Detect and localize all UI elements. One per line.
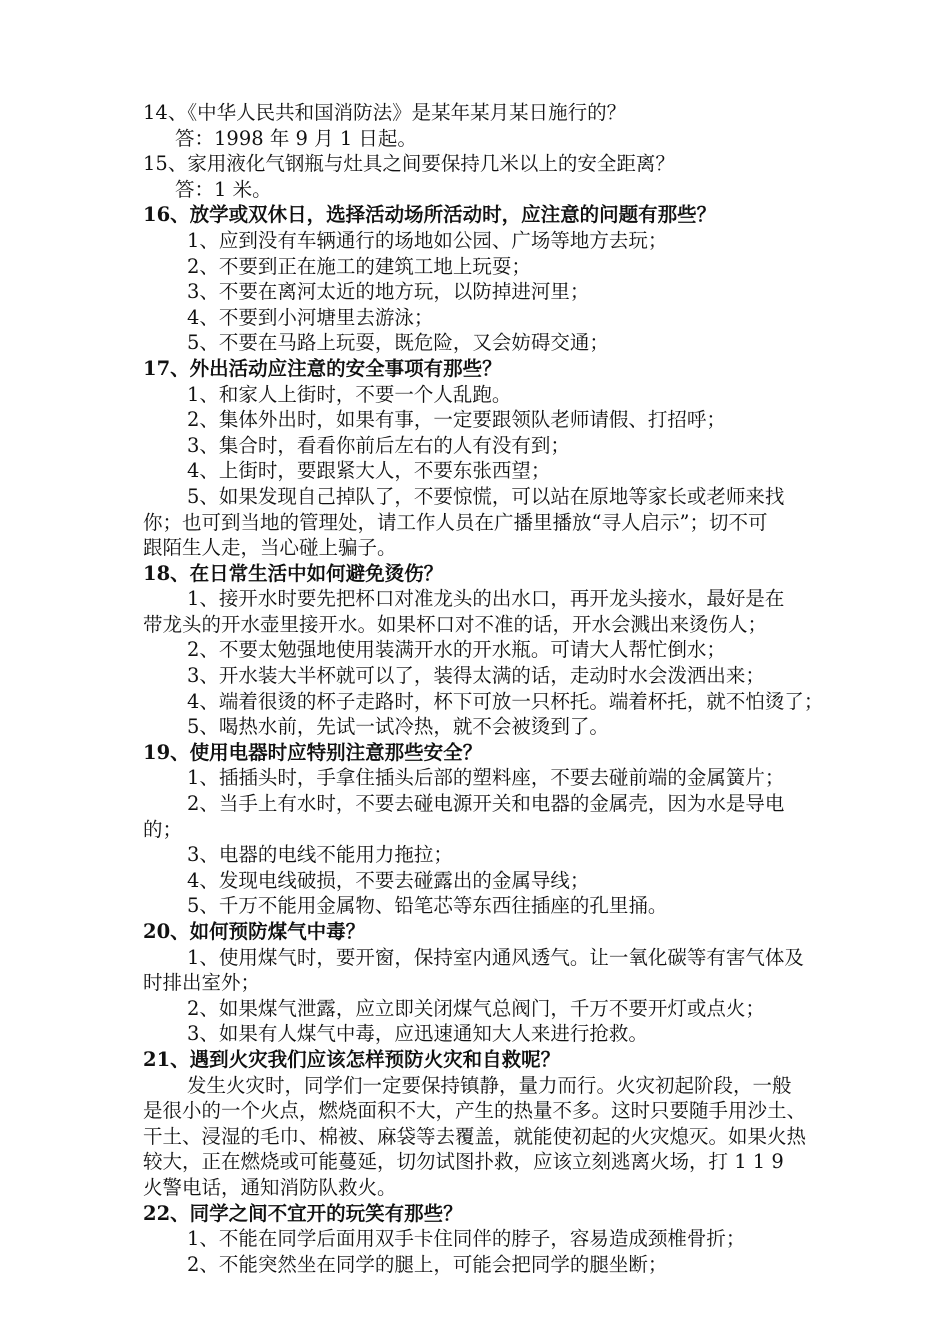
list-item: 4、上街时，要跟紧大人，不要东张西望； [187,459,551,483]
question-heading: 17、外出活动应注意的安全事项有那些？ [143,356,502,380]
list-item: 1、和家人上街时，不要一个人乱跑。 [187,382,512,406]
list-item: 5、不要在马路上玩耍，既危险，又会妨碍交通； [187,331,609,355]
list-item: 1、插插头时，手拿住插头后部的塑料座，不要去碰前端的金属簧片； [187,766,785,790]
list-item: 4、端着很烫的杯子走路时，杯下可放一只杯托。端着杯托，就不怕烫了； [187,689,824,713]
list-item: 2、如果煤气泄露，应立即关闭煤气总阀门，千万不要开灯或点火； [187,996,765,1020]
list-item: 5、如果发现自己掉队了，不要惊慌，可以站在原地等家长或老师来找 [187,484,785,508]
list-item: 5、千万不能用金属物、铅笔芯等东西往插座的孔里捅。 [187,894,668,918]
answer-line: 答：1998 年 9 月 1 日起。 [175,126,417,150]
list-item: 2、不要太勉强地使用装满开水的开水瓶。可请大人帮忙倒水； [187,638,726,662]
continuation-line: 干土、浸湿的毛巾、棉被、麻袋等去覆盖，就能使初起的火灾熄灭。如果火热 [143,1124,807,1148]
continuation-line: 是很小的一个火点，燃烧面积不大，产生的热量不多。这时只要随手用沙土、 [143,1099,807,1123]
continuation-line: 火警电话，通知消防队救火。 [143,1175,397,1199]
question-heading: 19、使用电器时应特别注意那些安全？ [143,740,483,764]
list-item: 4、不要到小河塘里去游泳； [187,305,434,329]
list-item: 3、集合时，看看你前后左右的人有没有到； [187,433,570,457]
list-item: 1、接开水时要先把杯口对准龙头的出水口，再开龙头接水，最好是在 [187,587,785,611]
question-heading: 22、同学之间不宜开的玩笑有那些？ [143,1201,463,1225]
list-item: 1、应到没有车辆通行的场地如公园、广场等地方去玩； [187,228,668,252]
continuation-line: 跟陌生人走，当心碰上骗子。 [143,536,397,560]
list-item: 1、使用煤气时，要开窗，保持室内通风透气。让一氧化碳等有害气体及 [187,945,804,969]
question-heading: 14、《中华人民共和国消防法》是某年某月某日施行的？ [143,101,627,124]
question-heading: 20、如何预防煤气中毒？ [143,920,366,943]
list-item: 3、电器的电线不能用力拖拉； [187,843,453,867]
list-item: 2、集体外出时，如果有事，一定要跟领队老师请假、打招呼； [187,408,726,432]
question-heading: 16、放学或双休日，选择活动场所活动时，应注意的问题有那些？ [143,203,717,227]
list-item: 4、发现电线破损，不要去碰露出的金属导线； [187,868,590,892]
list-item: 2、当手上有水时，不要去碰电源开关和电器的金属壳，因为水是导电 [187,792,785,816]
question-heading: 15、家用液化气钢瓶与灶具之间要保持几米以上的安全距离？ [143,152,675,176]
continuation-line: 时排出室外； [143,971,261,995]
list-item: 5、喝热水前，先试一试冷热，就不会被烫到了。 [187,715,609,739]
list-item: 3、如果有人煤气中毒，应迅速通知大人来进行抢救。 [187,1022,648,1046]
continuation-line: 带龙头的开水壶里接开水。如果杯口对不准的话，开水会溅出来烫伤人； [143,612,768,636]
list-item: 3、开水装大半杯就可以了，装得太满的话，走动时水会泼洒出来； [187,664,765,688]
document-body [143,100,873,1277]
list-item: 2、不能突然坐在同学的腿上，可能会把同学的腿坐断； [187,1252,668,1276]
list-item: 3、不要在离河太近的地方玩，以防掉进河里； [187,280,590,304]
answer-line: 答：1 米。 [175,177,272,201]
list-item: 1、不能在同学后面用双手卡住同伴的脖子，容易造成颈椎骨折； [187,1227,746,1251]
continuation-line: 你；也可到当地的管理处，请工作人员在广播里播放“寻人启示”；切不可 [143,510,768,534]
question-heading: 21、遇到火灾我们应该怎样预防火灾和自救呢？ [143,1047,561,1071]
list-item: 发生火灾时，同学们一定要保持镇静，量力而行。火灾初起阶段，一般 [187,1073,792,1097]
question-heading: 18、在日常生活中如何避免烫伤？ [143,561,444,585]
continuation-line: 较大，正在燃烧或可能蔓延，切勿试图扑救，应该立刻逃离火场，打 1 1 9 [143,1150,784,1174]
list-item: 2、不要到正在施工的建筑工地上玩耍； [187,254,531,278]
continuation-line: 的； [143,817,183,841]
